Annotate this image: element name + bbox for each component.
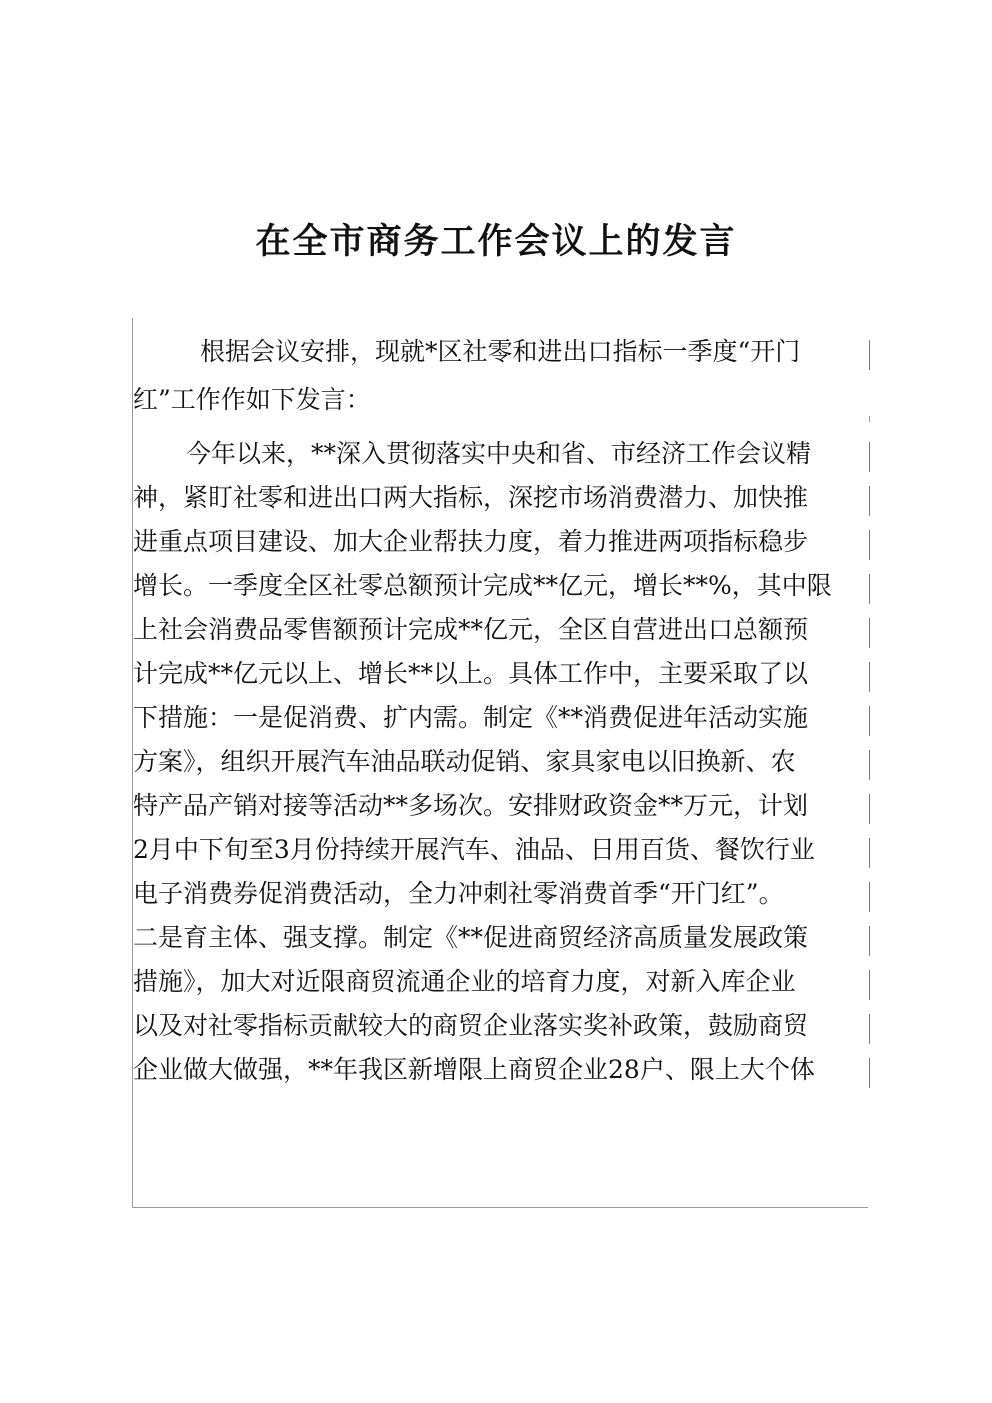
margin-mark	[869, 416, 870, 422]
text-line: 电子消费券促消费活动，全力冲刺社零消费首季“开门红”。	[133, 879, 784, 908]
text-line: 方案》，组织开展汽车油品联动促销、家具家电以旧换新、农	[133, 747, 796, 776]
margin-mark	[869, 340, 870, 370]
text-line: 以及对社零指标贡献较大的商贸企业落实奖补政策，鼓励商贸	[133, 1011, 809, 1040]
margin-mark	[869, 970, 870, 1000]
margin-mark	[869, 574, 870, 604]
text-line: 增长。一季度全区社零总额预计完成**亿元，增长**%，其中限	[133, 571, 832, 600]
margin-mark	[869, 882, 870, 912]
page-title: 在全市商务工作会议上的发言	[255, 222, 737, 262]
margin-mark	[869, 486, 870, 516]
margin-mark	[869, 926, 870, 956]
text-line: 2月中下旬至3月份持续开展汽车、油品、日用百货、餐饮行业	[133, 835, 815, 864]
text-line: 措施》，加大对近限商贸流通企业的培育力度，对新入库企业	[133, 967, 796, 996]
margin-mark	[869, 662, 870, 692]
margin-mark	[869, 750, 870, 780]
margin-mark	[869, 838, 870, 868]
text-line: 二是育主体、强支撑。制定《**促进商贸经济高质量发展政策	[133, 923, 809, 952]
margin-mark	[869, 1058, 870, 1088]
body-text-frame	[132, 318, 868, 1208]
text-line: 特产品产销对接等活动**多场次。安排财政资金**万元，计划	[133, 791, 809, 820]
margin-mark	[869, 706, 870, 736]
text-line: 进重点项目建设、加大企业帮扶力度，着力推进两项指标稳步	[133, 527, 809, 556]
text-line: 上社会消费品零售额预计完成**亿元，全区自营进出口总额预	[133, 615, 809, 644]
text-line: 根据会议安排，现就*区社零和进出口指标一季度“开门	[200, 337, 801, 366]
text-line: 下措施：一是促消费、扩内需。制定《**消费促进年活动实施	[133, 703, 809, 732]
margin-mark	[869, 530, 870, 560]
text-line: 企业做大做强，**年我区新增限上商贸企业28户、限上大个体	[133, 1055, 815, 1084]
margin-mark	[869, 442, 870, 472]
margin-mark	[869, 1014, 870, 1044]
margin-mark	[869, 618, 870, 648]
text-line: 红”工作作如下发言：	[133, 385, 371, 414]
text-line: 神，紧盯社零和进出口两大指标，深挖市场消费潜力、加快推	[133, 483, 809, 512]
text-line: 计完成**亿元以上、增长**以上。具体工作中，主要采取了以	[133, 659, 809, 688]
margin-mark	[869, 794, 870, 824]
text-line: 今年以来，**深入贯彻落实中央和省、市经济工作会议精	[186, 439, 812, 468]
